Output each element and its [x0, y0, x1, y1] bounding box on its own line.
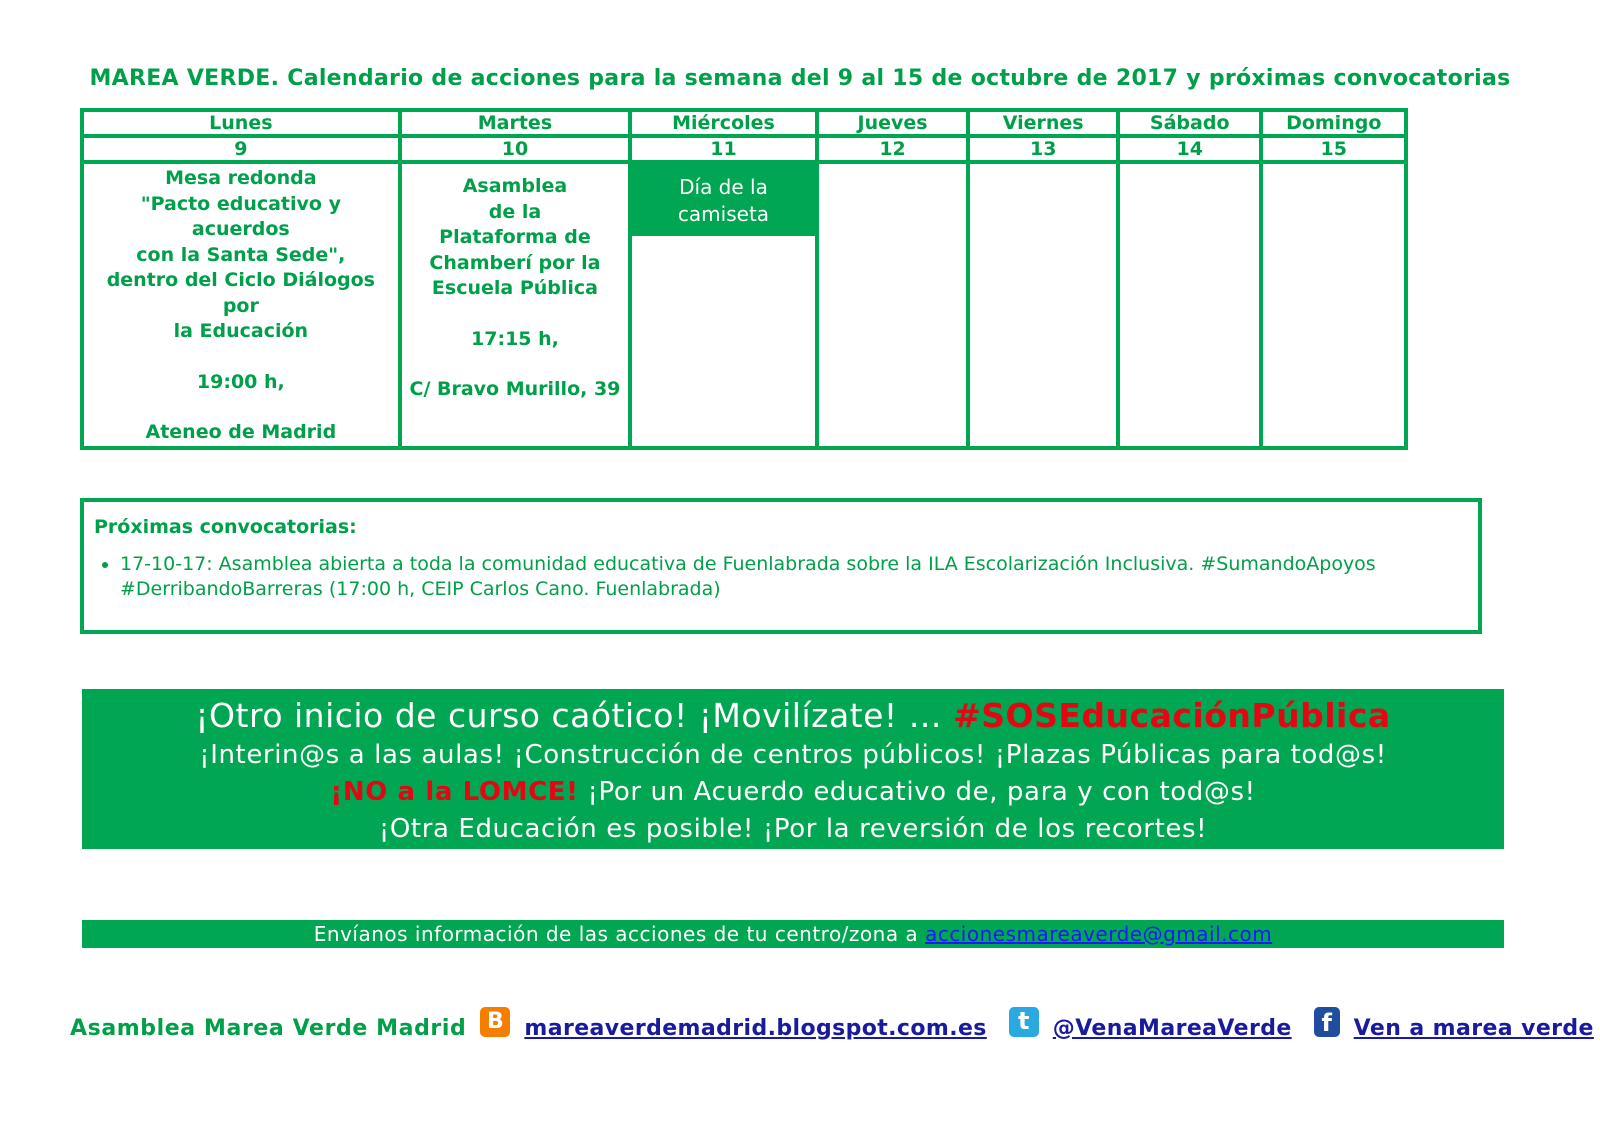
- day-header-viernes: Viernes: [968, 110, 1118, 136]
- next-events-box: [80, 498, 1482, 634]
- event-time: 19:00 h,: [196, 370, 285, 393]
- event-line: "Pacto educativo y acuerdos: [140, 192, 341, 240]
- event-line: con la Santa Sede",: [136, 243, 346, 266]
- twitter-link[interactable]: @VenaMareaVerde: [1052, 1015, 1292, 1041]
- event-line: Asamblea: [462, 175, 568, 197]
- email-link[interactable]: accionesmareaverde@gmail.com: [925, 922, 1273, 946]
- event-line: Chamberí por la: [429, 251, 601, 274]
- event-place: C/ Bravo Murillo, 39: [409, 378, 621, 400]
- event-line: Escuela Pública: [431, 277, 598, 299]
- facebook-icon: [1314, 1007, 1340, 1037]
- day-header-sabado: Sábado: [1118, 110, 1261, 136]
- blogger-icon: [480, 1007, 510, 1037]
- event-shirt-day: [632, 164, 815, 236]
- date-10: 10: [400, 136, 631, 162]
- next-events-list: [94, 552, 1468, 602]
- date-14: 14: [1118, 136, 1261, 162]
- calendar-table: [80, 108, 1408, 450]
- days-row: [82, 110, 1406, 136]
- events-row: [82, 162, 1406, 448]
- blog-link[interactable]: mareaverdemadrid.blogspot.com.es: [524, 1015, 987, 1041]
- page-title: MAREA VERDE. Calendario de acciones para la semana del 9 al 15 de octubre de 2017 y próximas convocatorias: [89, 66, 1511, 91]
- next-events-title: Próximas convocatorias:: [94, 516, 357, 538]
- date-9: 9: [82, 136, 400, 162]
- date-12: 12: [817, 136, 969, 162]
- event-line: de la: [488, 200, 542, 223]
- event-cell-saturday: [1118, 162, 1261, 448]
- date-15: 15: [1261, 136, 1406, 162]
- slogan-line-2: ¡Interin@s a las aulas! ¡Construcción de centros públicos! ¡Plazas Públicas para tod@s!: [199, 740, 1387, 770]
- day-header-jueves: Jueves: [817, 110, 969, 136]
- event-cell-monday: [82, 162, 400, 448]
- event-cell-sunday: [1261, 162, 1406, 448]
- day-header-domingo: Domingo: [1261, 110, 1406, 136]
- event-line: Día de la: [679, 175, 768, 199]
- contact-text: Envíanos información de las acciones de tu centro/zona a: [313, 922, 919, 946]
- slogan-banner: [82, 689, 1504, 849]
- event-line: Mesa redonda: [165, 167, 317, 189]
- hashtag: #SOSEducaciónPública: [953, 696, 1391, 735]
- event-cell-tuesday: [400, 162, 631, 448]
- event-line: la Educación: [173, 320, 309, 342]
- dates-row: [82, 136, 1406, 162]
- slogan-line-1: [82, 695, 1504, 737]
- event-line: dentro del Ciclo Diálogos por: [106, 269, 375, 317]
- date-11: 11: [630, 136, 817, 162]
- organization-name: Asamblea Marea Verde Madrid: [70, 1015, 467, 1041]
- day-header-miercoles: Miércoles: [630, 110, 817, 136]
- event-cell-wednesday: [630, 162, 817, 448]
- list-item: • 17-10-17: Asamblea abierta a toda la comunidad educativa de Fuenlabrada sobre la ILA Escolarización Inclusiva. #SumandoApoyos #DerribandoBarreras (17:00 h, CEIP Carlos Cano. Fuenlabrada): [120, 552, 1468, 602]
- event-cell-friday: [968, 162, 1118, 448]
- event-line: Plataforma de: [439, 226, 591, 248]
- facebook-link[interactable]: Ven a marea verde: [1353, 1015, 1594, 1041]
- slogan-text: ¡Por un Acuerdo educativo de, para y con tod@s!: [587, 777, 1256, 807]
- event-line: camiseta: [677, 202, 770, 226]
- day-header-lunes: Lunes: [82, 110, 400, 136]
- day-header-martes: Martes: [400, 110, 631, 136]
- slogan-line-3: [82, 774, 1504, 811]
- event-time: 17:15 h,: [471, 327, 559, 350]
- slogan-line-4: ¡Otra Educación es posible! ¡Por la reversión de los recortes!: [378, 814, 1208, 844]
- twitter-icon: [1009, 1007, 1039, 1037]
- event-place: Ateneo de Madrid: [145, 421, 337, 443]
- slogan-red-text: ¡NO a la LOMCE!: [330, 777, 579, 807]
- footer: [70, 1008, 1594, 1048]
- event-cell-thursday: [817, 162, 969, 448]
- date-13: 13: [968, 136, 1118, 162]
- slogan-text: ¡Otro inicio de curso caótico! ¡Movilízate! …: [195, 696, 943, 735]
- contact-bar: [82, 920, 1504, 948]
